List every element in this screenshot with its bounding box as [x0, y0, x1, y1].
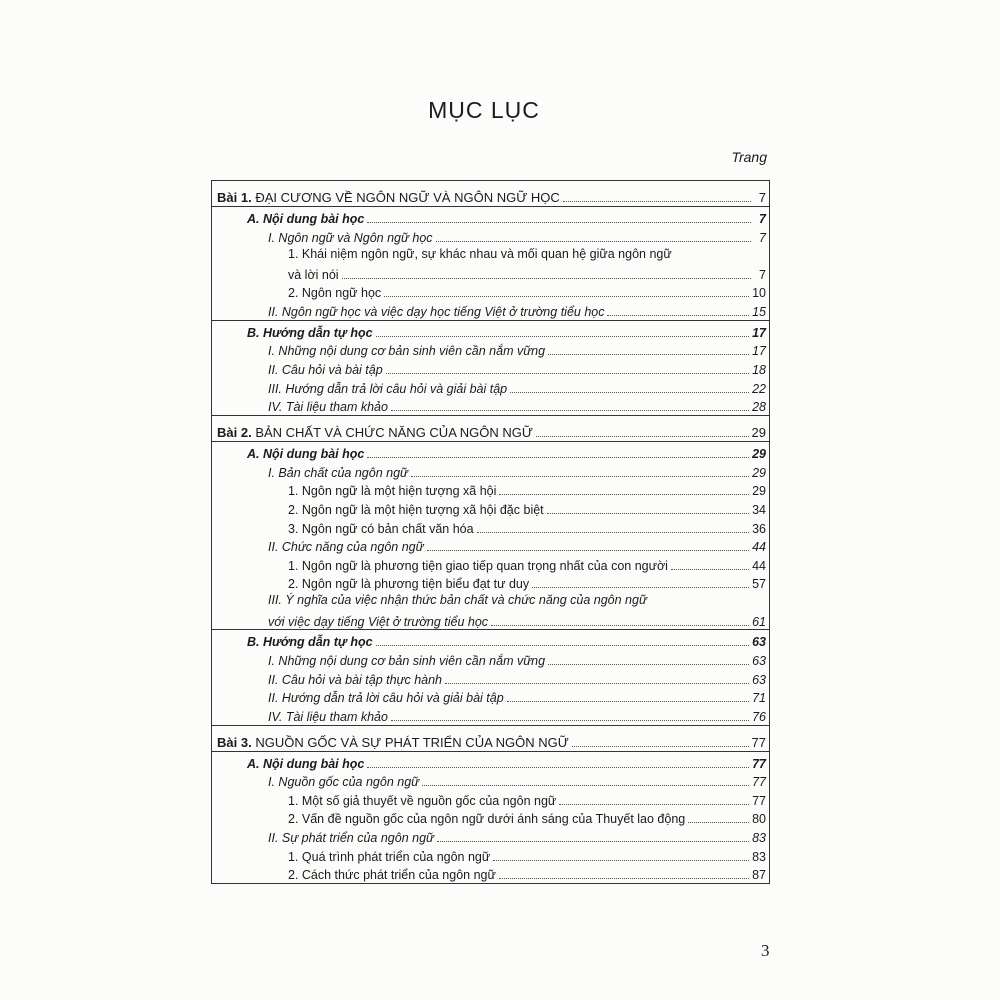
toc-entry-text: II. Câu hỏi và bài tập [268, 362, 383, 377]
toc-entry [212, 499, 769, 518]
dot-leader [384, 296, 749, 297]
toc-entry [212, 669, 769, 688]
part-heading-text: A. Nội dung bài học [247, 447, 365, 462]
dot-leader [477, 532, 750, 533]
toc-entry-page: 17 [752, 344, 766, 359]
dot-leader [376, 645, 750, 646]
toc-entry-text: 2. Vấn đề nguồn gốc của ngôn ngữ dưới ánh sáng của Thuyết lao động [288, 812, 686, 827]
toc-entry-page: 61 [752, 614, 766, 629]
toc-entry-text: II. Sự phát triển của ngôn ngữ [268, 831, 434, 846]
table-of-contents [211, 180, 770, 884]
toc-entry-continuation [268, 611, 769, 630]
lesson-section [211, 180, 770, 415]
lesson-heading-page: 29 [751, 425, 766, 441]
toc-entry [212, 688, 769, 707]
toc-entry-continuation [288, 264, 769, 283]
toc-entry-page: 71 [752, 691, 766, 706]
dot-leader [445, 683, 749, 684]
toc-entry-page: 10 [752, 286, 766, 301]
toc-entry-page: 36 [752, 521, 766, 536]
dot-leader [572, 746, 749, 747]
toc-entry-page: 28 [752, 400, 766, 415]
dot-leader [427, 550, 750, 551]
toc-entry [212, 378, 769, 397]
toc-entry-text: III. Ý nghĩa của việc nhận thức bản chất và chức năng của ngôn ngữ [268, 593, 647, 608]
part-heading-page: 77 [752, 756, 766, 771]
part-heading-page: 7 [759, 212, 766, 226]
page-column-label: Trang [731, 149, 767, 165]
dot-leader [688, 822, 749, 823]
toc-entry [212, 537, 769, 556]
lesson-heading-text [217, 189, 560, 206]
dot-leader [563, 201, 751, 202]
dot-leader [507, 701, 749, 702]
lesson-heading-text [217, 424, 533, 441]
dot-leader [376, 336, 750, 337]
dot-leader [367, 767, 749, 768]
toc-entry-text: I. Những nội dung cơ bản sinh viên cần nắm vững [268, 344, 546, 359]
dot-leader [422, 785, 749, 786]
toc-entry-text: II. Chức năng của ngôn ngữ [268, 540, 424, 555]
toc-entry-text: IV. Tài liệu tham khảo [268, 709, 388, 724]
toc-entry [212, 846, 769, 865]
toc-entry-text: 3. Ngôn ngữ có bản chất văn hóa [288, 521, 474, 536]
part-heading-text: A. Nội dung bài học [247, 756, 365, 771]
page-title: MỤC LỤC [428, 97, 540, 123]
dot-leader [411, 476, 749, 477]
toc-entry-page: 15 [752, 304, 766, 319]
toc-entry [212, 827, 769, 846]
lesson-section [211, 415, 770, 725]
lesson-part [212, 207, 769, 321]
dot-leader [367, 222, 751, 223]
dot-leader [437, 841, 749, 842]
toc-entry-text: II. Câu hỏi và bài tập thực hành [268, 672, 443, 687]
toc-entry-page: 18 [752, 362, 766, 377]
toc-entry [212, 301, 769, 320]
dot-leader [386, 373, 749, 374]
toc-entry-page: 77 [752, 793, 766, 808]
toc-entry [212, 518, 769, 537]
dot-leader [536, 436, 749, 437]
toc-entry-page: 80 [752, 812, 766, 827]
toc-entry-text: 2. Cách thức phát triển của ngôn ngữ [288, 868, 496, 883]
dot-leader [493, 860, 749, 861]
toc-entry-page: 34 [752, 502, 766, 517]
lesson-heading-text [217, 734, 569, 751]
toc-entry-text: I. Nguồn gốc của ngôn ngữ [268, 775, 420, 790]
toc-entry-text: 2. Ngôn ngữ là một hiện tượng xã hội đặc biệt [288, 502, 544, 517]
toc-entry-page: 63 [752, 653, 766, 668]
lesson-heading [212, 416, 769, 442]
lesson-section [211, 725, 770, 885]
lesson-heading-page: 7 [758, 190, 766, 205]
toc-entry [212, 359, 769, 378]
dot-leader [391, 410, 749, 411]
toc-entry [212, 227, 769, 246]
toc-entry [212, 650, 769, 669]
toc-entry-text: 1. Ngôn ngữ là một hiện tượng xã hội [288, 484, 497, 499]
toc-entry-text: 1. Một số giả thuyết về nguồn gốc của ngôn ngữ [288, 793, 557, 808]
toc-entry [212, 341, 769, 360]
lesson-number: Bài 1. [217, 190, 252, 205]
toc-entry-text: II. Hướng dẫn trả lời câu hỏi và giải bài tập [268, 691, 504, 706]
toc-entry-text2: và lời nói [288, 267, 339, 282]
dot-leader [548, 664, 749, 665]
toc-entry-text: II. Ngôn ngữ học và việc dạy học tiếng Việt ở trường tiểu học [268, 304, 605, 319]
toc-entry-text: 1. Quá trình phát triển của ngôn ngữ [288, 849, 491, 864]
lesson-number: Bài 2. [217, 425, 252, 441]
part-heading [212, 321, 769, 341]
toc-entry [212, 772, 769, 791]
toc-entry-text2: với việc dạy tiếng Việt ở trường tiểu học [268, 614, 489, 629]
dot-leader [491, 625, 749, 626]
lesson-heading [212, 181, 769, 207]
toc-entry [212, 809, 769, 828]
toc-entry-text: IV. Tài liệu tham khảo [268, 400, 388, 415]
part-heading [212, 442, 769, 462]
part-heading [212, 207, 769, 227]
lesson-part [212, 630, 769, 724]
toc-entry-page: 63 [752, 672, 766, 687]
toc-entry-page: 77 [752, 775, 766, 790]
dot-leader [391, 720, 749, 721]
dot-leader [607, 315, 749, 316]
dot-leader [532, 587, 749, 588]
toc-entry [212, 555, 769, 574]
toc-entry [212, 790, 769, 809]
toc-entry-text: 1. Khái niệm ngôn ngữ, sự khác nhau và mối quan hệ giữa ngôn ngữ [288, 246, 672, 261]
toc-entry-page: 7 [759, 267, 766, 282]
dot-leader [548, 354, 749, 355]
toc-entry-page: 83 [752, 849, 766, 864]
lesson-title: NGUỒN GỐC VÀ SỰ PHÁT TRIỂN CỦA NGÔN NGỮ [255, 734, 569, 750]
lesson-part [212, 752, 769, 884]
dot-leader [559, 804, 749, 805]
toc-entry-page: 29 [752, 484, 766, 499]
part-heading [212, 752, 769, 772]
lesson-heading-page: 77 [751, 734, 766, 750]
toc-entry [212, 592, 769, 629]
dot-leader [367, 457, 749, 458]
part-heading-page: 63 [752, 635, 766, 650]
toc-entry [212, 246, 769, 283]
dot-leader [342, 278, 751, 279]
toc-entry [212, 462, 769, 481]
dot-leader [499, 494, 749, 495]
lesson-part [212, 442, 769, 630]
part-heading-page: 29 [752, 447, 766, 462]
dot-leader [510, 392, 749, 393]
toc-entry-text: I. Những nội dung cơ bản sinh viên cần nắm vững [268, 653, 546, 668]
toc-entry [212, 706, 769, 725]
lesson-heading [212, 726, 769, 752]
lesson-number: Bài 3. [217, 734, 252, 750]
toc-entry-text: 1. Ngôn ngữ là phương tiện giao tiếp quan trọng nhất của con người [288, 558, 668, 573]
toc-entry-page: 83 [752, 831, 766, 846]
toc-entry [212, 397, 769, 416]
toc-entry-page: 44 [752, 540, 766, 555]
toc-entry-page: 57 [752, 577, 766, 592]
toc-entry [212, 283, 769, 302]
toc-entry-page: 7 [759, 230, 766, 245]
dot-leader [436, 241, 751, 242]
part-heading-page: 17 [752, 325, 766, 340]
part-heading-text: A. Nội dung bài học [247, 212, 365, 226]
lesson-part [212, 321, 769, 415]
toc-entry-text: I. Ngôn ngữ và Ngôn ngữ học [268, 230, 433, 245]
toc-entry-page: 87 [752, 868, 766, 883]
toc-entry-text: III. Hướng dẫn trả lời câu hỏi và giải bài tập [268, 381, 508, 396]
toc-entry-page: 29 [752, 465, 766, 480]
toc-entry-text: 2. Ngôn ngữ là phương tiện biểu đạt tư duy [288, 577, 530, 592]
toc-entry-page: 44 [752, 558, 766, 573]
toc-entry-page: 22 [752, 381, 766, 396]
toc-entry [212, 481, 769, 500]
toc-entry-text: I. Bản chất của ngôn ngữ [268, 465, 408, 480]
toc-entry-text: 2. Ngôn ngữ học [288, 286, 382, 301]
toc-entry [212, 574, 769, 593]
part-heading [212, 630, 769, 650]
part-heading-text: B. Hướng dẫn tự học [247, 635, 373, 650]
lesson-title: BẢN CHẤT VÀ CHỨC NĂNG CỦA NGÔN NGỮ [255, 425, 533, 441]
dot-leader [499, 878, 749, 879]
lesson-title: ĐẠI CƯƠNG VỀ NGÔN NGỮ VÀ NGÔN NGỮ HỌC [255, 190, 560, 205]
dot-leader [671, 569, 749, 570]
page-number: 3 [761, 941, 770, 960]
toc-entry [212, 865, 769, 884]
toc-entry-page: 76 [752, 709, 766, 724]
part-heading-text: B. Hướng dẫn tự học [247, 325, 373, 340]
dot-leader [547, 513, 749, 514]
